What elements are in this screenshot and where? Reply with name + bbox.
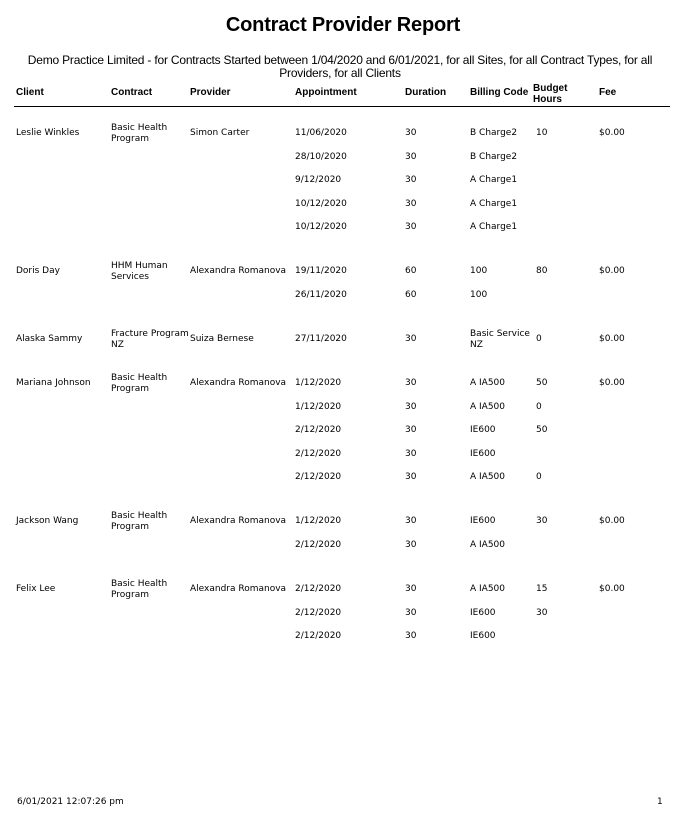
duration-value: 30 (405, 425, 417, 435)
appointment-date: 27/11/2020 (295, 334, 347, 344)
duration-value: 30 (405, 128, 417, 138)
billing-code: B Charge2 (470, 128, 518, 138)
appointment-date: 1/12/2020 (295, 401, 342, 412)
budget-hours: 30 (536, 607, 548, 618)
header-provider: Provider (190, 87, 231, 98)
provider-name: Alexandra Romanova (190, 584, 287, 594)
billing-code: 100 (470, 289, 488, 300)
provider-name: Suiza Bernese (190, 334, 254, 344)
billing-code: IE600 (470, 607, 496, 618)
billing-code: A IA500 (470, 584, 506, 594)
billing-code-line2: NZ (470, 340, 483, 350)
billing-code: A IA500 (470, 539, 506, 550)
billing-code: 100 (470, 266, 488, 276)
budget-hours: 10 (536, 128, 548, 138)
duration-value: 30 (405, 401, 417, 412)
budget-hours: 0 (536, 472, 542, 482)
appointment-date: 2/12/2020 (295, 472, 342, 482)
appointment-date: 11/06/2020 (295, 128, 347, 138)
billing-code: IE600 (470, 516, 496, 526)
duration-value: 30 (405, 175, 417, 185)
contract-name-line2: Program (111, 384, 149, 394)
budget-hours: 80 (536, 266, 548, 276)
budget-hours: 0 (536, 334, 542, 344)
duration-value: 30 (405, 607, 417, 618)
header-contract: Contract (111, 87, 153, 98)
duration-value: 30 (405, 472, 417, 482)
client-name: Doris Day (16, 266, 60, 276)
provider-name: Alexandra Romanova (190, 378, 287, 388)
footer-page-number: 1 (657, 797, 663, 807)
contract-name-line1: HHM Human (111, 261, 168, 271)
provider-name: Alexandra Romanova (190, 266, 287, 276)
header-duration: Duration (405, 87, 447, 98)
contract-name-line2: Program (111, 134, 149, 144)
fee-value: $0.00 (599, 128, 625, 138)
fee-value: $0.00 (599, 266, 625, 276)
duration-value: 30 (405, 631, 417, 641)
appointment-date: 1/12/2020 (295, 516, 342, 526)
billing-code: A Charge1 (470, 222, 518, 232)
duration-value: 30 (405, 516, 417, 526)
header-appointment: Appointment (295, 87, 357, 98)
billing-code: A IA500 (470, 401, 506, 412)
duration-value: 30 (405, 151, 417, 162)
header-budget-hours-line1: Budget (533, 83, 568, 94)
contract-name-line2: Program (111, 590, 149, 600)
billing-code: IE600 (470, 448, 496, 459)
appointment-date: 2/12/2020 (295, 631, 342, 641)
contract-name-line1: Basic Health (111, 579, 168, 589)
billing-code-line1: Basic Service (470, 329, 530, 339)
appointment-date: 10/12/2020 (295, 198, 347, 209)
footer-timestamp: 6/01/2021 12:07:26 pm (17, 797, 124, 807)
billing-code: A Charge1 (470, 175, 518, 185)
header-budget-hours-line2: Hours (533, 94, 562, 105)
appointment-date: 10/12/2020 (295, 222, 347, 232)
fee-value: $0.00 (599, 516, 625, 526)
appointment-date: 2/12/2020 (295, 448, 342, 459)
contract-name-line1: Basic Health (111, 511, 168, 521)
contract-name-line1: Fracture Program (111, 329, 189, 339)
appointment-date: 2/12/2020 (295, 607, 342, 618)
report-subtitle: Demo Practice Limited - for Contracts Started between 1/04/2020 and 6/01/2021, for all Sites, for all Contract Types, for all Providers, for all Clients (27, 53, 653, 80)
appointment-date: 26/11/2020 (295, 289, 347, 300)
duration-value: 30 (405, 334, 417, 344)
contract-name-line1: Basic Health (111, 123, 168, 133)
client-name: Alaska Sammy (16, 334, 83, 344)
billing-code: A Charge1 (470, 198, 518, 209)
billing-code: IE600 (470, 425, 496, 435)
client-name: Felix Lee (16, 584, 56, 594)
duration-value: 30 (405, 584, 417, 594)
provider-name: Alexandra Romanova (190, 516, 287, 526)
budget-hours: 50 (536, 378, 548, 388)
contract-name-line2: NZ (111, 340, 124, 350)
appointment-date: 2/12/2020 (295, 539, 342, 550)
appointment-date: 19/11/2020 (295, 266, 347, 276)
budget-hours: 30 (536, 516, 548, 526)
header-divider (14, 106, 670, 107)
provider-name: Simon Carter (190, 128, 250, 138)
duration-value: 30 (405, 448, 417, 459)
appointment-date: 9/12/2020 (295, 175, 342, 185)
contract-name-line1: Basic Health (111, 373, 168, 383)
fee-value: $0.00 (599, 584, 625, 594)
appointment-date: 2/12/2020 (295, 425, 342, 435)
appointment-date: 2/12/2020 (295, 584, 342, 594)
client-name: Mariana Johnson (16, 378, 91, 388)
header-fee: Fee (599, 87, 617, 98)
billing-code: A IA500 (470, 378, 506, 388)
fee-value: $0.00 (599, 334, 625, 344)
appointment-date: 1/12/2020 (295, 378, 342, 388)
budget-hours: 50 (536, 425, 548, 435)
billing-code: B Charge2 (470, 151, 518, 162)
report-title: Contract Provider Report (225, 14, 461, 36)
billing-code: A IA500 (470, 472, 506, 482)
duration-value: 30 (405, 198, 417, 209)
billing-code: IE600 (470, 631, 496, 641)
duration-value: 60 (405, 289, 417, 300)
duration-value: 30 (405, 222, 417, 232)
duration-value: 30 (405, 539, 417, 550)
duration-value: 60 (405, 266, 417, 276)
budget-hours: 0 (536, 401, 542, 412)
client-name: Leslie Winkles (16, 128, 80, 138)
contract-name-line2: Services (111, 272, 149, 282)
header-billing-code: Billing Code (470, 87, 529, 98)
header-client: Client (16, 87, 44, 98)
duration-value: 30 (405, 378, 417, 388)
budget-hours: 15 (536, 584, 548, 594)
fee-value: $0.00 (599, 378, 625, 388)
appointment-date: 28/10/2020 (295, 151, 347, 162)
client-name: Jackson Wang (16, 516, 79, 526)
contract-name-line2: Program (111, 522, 149, 532)
